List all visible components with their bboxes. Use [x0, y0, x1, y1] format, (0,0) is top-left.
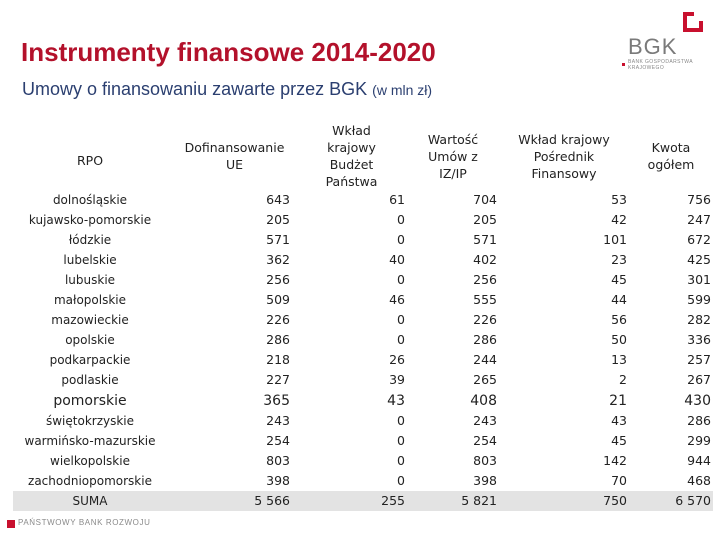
cell-posrednik: 21 — [609, 392, 627, 409]
cell-region: kujawsko-pomorskie — [28, 213, 152, 227]
cell-posrednik: 45 — [611, 433, 627, 448]
cell-budzet: 26 — [389, 352, 405, 367]
cell-ogolem: 301 — [687, 272, 711, 287]
cell-ogolem: 267 — [687, 372, 711, 387]
cell-budzet: 40 — [389, 252, 405, 267]
cell-posrednik: 44 — [611, 292, 627, 307]
cell-wartosc: 803 — [473, 453, 497, 468]
header-wklad-posrednik: Wkład krajowy Pośrednik Finansowy — [518, 131, 610, 181]
cell-ogolem: 756 — [687, 192, 711, 207]
table-row — [13, 411, 713, 431]
cell-wartosc: 398 — [473, 473, 497, 488]
cell-ue: 365 — [263, 392, 290, 409]
cell-region: SUMA — [13, 491, 167, 511]
header-kwota-ogolem: Kwota ogółem — [647, 140, 695, 172]
bgk-logo — [626, 12, 708, 74]
table-row — [13, 491, 713, 511]
table-row — [13, 290, 713, 310]
cell-wartosc: 704 — [473, 192, 497, 207]
cell-posrednik: 50 — [611, 332, 627, 347]
cell-budzet: 0 — [397, 453, 405, 468]
cell-ogolem: 299 — [687, 433, 711, 448]
cell-posrednik: 45 — [611, 272, 627, 287]
cell-posrednik: 53 — [611, 192, 627, 207]
cell-ue: 509 — [266, 292, 290, 307]
cell-region: mazowieckie — [51, 313, 129, 327]
cell-budzet: 0 — [397, 272, 405, 287]
cell-region: opolskie — [65, 333, 115, 347]
subtitle-unit: (w mln zł) — [372, 82, 433, 98]
footer-square-icon — [7, 520, 15, 528]
header-rpo: RPO — [76, 152, 104, 168]
table-row — [13, 390, 713, 411]
subtitle-text: Umowy o finansowaniu zawarte przez BGK — [22, 79, 368, 99]
footer-text: PAŃSTWOWY BANK ROZWOJU — [18, 518, 151, 527]
cell-region: wielkopolskie — [50, 454, 130, 468]
cell-posrednik: 70 — [611, 473, 627, 488]
cell-region: małopolskie — [53, 293, 126, 307]
cell-posrednik: 56 — [611, 312, 627, 327]
cell-region: dolnośląskie — [52, 193, 128, 207]
slide-subtitle — [22, 79, 432, 100]
cell-posrednik: 101 — [603, 232, 627, 247]
cell-ogolem: 425 — [687, 252, 711, 267]
cell-ue: 254 — [266, 433, 290, 448]
cell-wartosc: 243 — [473, 413, 497, 428]
cell-wartosc: 244 — [473, 352, 497, 367]
table-body — [13, 190, 713, 511]
table-row — [13, 310, 713, 330]
cell-ue: 643 — [266, 192, 290, 207]
cell-budzet: 0 — [397, 413, 405, 428]
table-row — [13, 250, 713, 270]
table-row — [13, 370, 713, 390]
table-row — [13, 471, 713, 491]
cell-wartosc: 286 — [473, 332, 497, 347]
cell-budzet: 39 — [389, 372, 405, 387]
cell-budzet: 0 — [397, 312, 405, 327]
cell-ogolem: 599 — [687, 292, 711, 307]
cell-ue: 226 — [266, 312, 290, 327]
cell-wartosc: 408 — [470, 392, 497, 409]
cell-budzet: 0 — [397, 473, 405, 488]
cell-posrednik: 23 — [611, 252, 627, 267]
cell-ogolem: 286 — [687, 413, 711, 428]
cell-wartosc: 256 — [473, 272, 497, 287]
cell-ogolem: 672 — [687, 232, 711, 247]
cell-ue: 205 — [266, 212, 290, 227]
cell-posrednik: 2 — [619, 372, 627, 387]
cell-budzet: 61 — [389, 192, 405, 207]
cell-region: lubuskie — [64, 273, 116, 287]
table-row — [13, 190, 713, 210]
header-wartosc-umow: Wartość Umów z IZ/IP — [427, 131, 479, 181]
table-row — [13, 451, 713, 471]
cell-ogolem: 468 — [687, 473, 711, 488]
cell-budzet: 0 — [397, 232, 405, 247]
cell-budzet: 43 — [387, 392, 405, 409]
cell-budzet: 46 — [389, 292, 405, 307]
cell-ue: 218 — [266, 352, 290, 367]
cell-wartosc: 5 821 — [407, 491, 499, 511]
logo-wordmark: BGK — [628, 34, 678, 59]
cell-ogolem: 430 — [684, 392, 711, 409]
cell-ue: 227 — [266, 372, 290, 387]
cell-ogolem: 944 — [687, 453, 711, 468]
cell-wartosc: 205 — [473, 212, 497, 227]
cell-ue: 5 566 — [167, 491, 292, 511]
logo-square-icon — [683, 12, 703, 32]
cell-region: lubelskie — [63, 253, 117, 267]
cell-region: świętokrzyskie — [45, 414, 135, 428]
cell-wartosc: 265 — [473, 372, 497, 387]
cell-posrednik: 142 — [603, 453, 627, 468]
cell-posrednik: 750 — [499, 491, 629, 511]
cell-region: pomorskie — [53, 392, 127, 409]
financing-table-container — [13, 122, 713, 508]
cell-budzet: 0 — [397, 332, 405, 347]
logo-subtext: BANK GOSPODARSTWA KRAJOWEGO — [628, 59, 693, 71]
cell-budzet: 0 — [397, 433, 405, 448]
cell-region: łódzkie — [68, 233, 112, 247]
table-row — [13, 330, 713, 350]
cell-ue: 803 — [266, 453, 290, 468]
table-row — [13, 270, 713, 290]
cell-ue: 362 — [266, 252, 290, 267]
header-dofinansowanie-ue: Dofinansowanie UE — [184, 140, 285, 172]
cell-wartosc: 555 — [473, 292, 497, 307]
cell-region: warmińsko-mazurskie — [24, 434, 156, 448]
cell-ogolem: 6 570 — [629, 491, 713, 511]
header-wklad-budzet: Wkład krajowy Budżet Państwa — [325, 123, 378, 189]
cell-ue: 286 — [266, 332, 290, 347]
footer — [0, 514, 720, 540]
cell-ogolem: 247 — [687, 212, 711, 227]
table-row — [13, 210, 713, 230]
cell-ue: 243 — [266, 413, 290, 428]
cell-wartosc: 254 — [473, 433, 497, 448]
table-row — [13, 350, 713, 370]
cell-region: zachodniopomorskie — [28, 474, 152, 488]
cell-ogolem: 282 — [687, 312, 711, 327]
cell-wartosc: 571 — [473, 232, 497, 247]
cell-budzet: 255 — [292, 491, 407, 511]
financing-table — [13, 122, 713, 511]
cell-region: podkarpackie — [49, 353, 131, 367]
logo-dot-icon — [622, 63, 625, 66]
table-header-row — [13, 122, 713, 190]
cell-ue: 571 — [266, 232, 290, 247]
cell-region: podlaskie — [61, 373, 119, 387]
cell-ue: 398 — [266, 473, 290, 488]
slide-title: Instrumenty finansowe 2014-2020 — [21, 37, 436, 67]
cell-posrednik: 42 — [611, 212, 627, 227]
cell-ogolem: 336 — [687, 332, 711, 347]
cell-budzet: 0 — [397, 212, 405, 227]
table-row — [13, 431, 713, 451]
cell-wartosc: 402 — [473, 252, 497, 267]
cell-ogolem: 257 — [687, 352, 711, 367]
cell-posrednik: 13 — [611, 352, 627, 367]
cell-wartosc: 226 — [473, 312, 497, 327]
table-row — [13, 230, 713, 250]
cell-ue: 256 — [266, 272, 290, 287]
cell-posrednik: 43 — [611, 413, 627, 428]
